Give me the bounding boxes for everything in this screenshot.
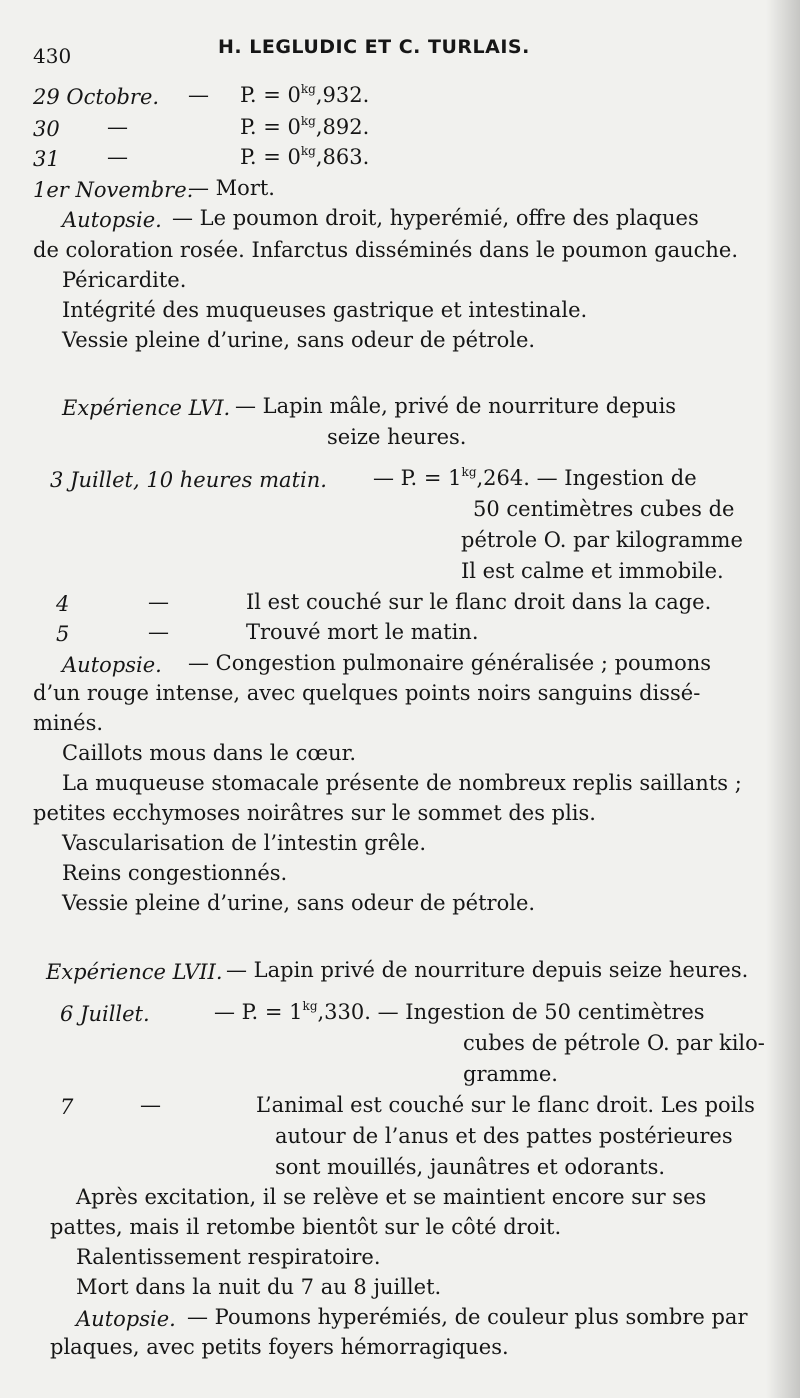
entry-text: — P. = $1^{kg},264$. — Ingestion de [373, 465, 697, 490]
entry-text: sont mouillés, jaunâtres et odorants. [275, 1155, 666, 1179]
autopsy-label: Autopsie. [62, 653, 162, 677]
experience-text: — Lapin privé de nourriture depuis seize heures. [226, 958, 749, 982]
entry-text: 50 centimètres cubes de [473, 497, 735, 521]
autopsy-text: Péricardite. [62, 268, 187, 292]
dash: — [107, 115, 128, 139]
autopsy-text: petites ecchymoses noirâtres sur le sommet des plis. [33, 801, 596, 825]
running-title: H. LEGLUDIC ET C. TURLAIS. [218, 36, 530, 58]
autopsy-text: — Congestion pulmonaire généralisée ; poumons [188, 651, 712, 675]
autopsy-text: Reins congestionnés. [62, 861, 288, 885]
paragraph-text: pattes, mais il retombe bientôt sur le côté droit. [50, 1215, 562, 1239]
dash: — [148, 620, 169, 644]
experience-text: seize heures. [327, 425, 467, 449]
entry-date: 4 [56, 592, 70, 616]
dash: — [148, 590, 169, 614]
autopsy-text: — Poumons hyperémiés, de couleur plus sombre par [187, 1305, 748, 1329]
date-30: 30 [33, 117, 60, 141]
entry-text: pétrole O. par kilogramme [461, 528, 743, 552]
autopsy-text: — Le poumon droit, hyperémié, offre des plaques [172, 206, 699, 230]
entry-text: L’animal est couché sur le flanc droit. Les poils [256, 1093, 755, 1117]
autopsy-label: Autopsie. [76, 1307, 176, 1331]
entry-text: Trouvé mort le matin. [246, 620, 479, 644]
dash: — [140, 1093, 161, 1117]
entry-text: gramme. [463, 1062, 558, 1086]
weight-30: P. = $0^{kg},892$. [240, 114, 370, 139]
autopsy-text: de coloration rosée. Infarctus disséminés dans le poumon gauche. [33, 238, 739, 262]
experience-title: Expérience LVII. [46, 960, 223, 984]
entry-text: — P. = $1^{kg},330$. — Ingestion de 50 centimètres [214, 999, 705, 1024]
autopsy-text: Caillots mous dans le cœur. [62, 741, 357, 765]
entry-text: autour de l’anus et des pattes postérieures [275, 1124, 733, 1148]
entry-text: Il est calme et immobile. [461, 559, 724, 583]
date-29-octobre: 29 Octobre. [33, 85, 160, 109]
experience-title: Expérience LVI. [62, 396, 231, 420]
dash: — [188, 83, 209, 107]
entry-text: Il est couché sur le flanc droit dans la cage. [246, 590, 712, 614]
entry-date: 5 [56, 622, 70, 646]
paragraph-text: Ralentissement respiratoire. [76, 1245, 381, 1269]
dash: — [107, 145, 128, 169]
autopsy-text: plaques, avec petits foyers hémorragiques. [50, 1335, 509, 1359]
autopsy-text: Intégrité des muqueuses gastrique et intestinale. [62, 298, 588, 322]
entry-date: 6 Juillet. [60, 1002, 150, 1026]
date-31: 31 [33, 147, 60, 171]
paragraph-text: Après excitation, il se relève et se maintient encore sur ses [76, 1185, 707, 1209]
autopsy-text: La muqueuse stomacale présente de nombreux replis saillants ; [62, 771, 742, 795]
date-1er-novembre: 1er Novembre. [33, 178, 194, 202]
autopsy-text: Vascularisation de l’intestin grêle. [62, 831, 427, 855]
entry-date: 3 Juillet, 10 heures matin. [50, 468, 327, 492]
autopsy-label: Autopsie. [62, 208, 162, 232]
autopsy-text: Vessie pleine d’urine, sans odeur de pétrole. [62, 328, 536, 352]
weight-31: P. = $0^{kg},863$. [240, 144, 370, 169]
autopsy-text: minés. [33, 711, 104, 735]
experience-text: — Lapin mâle, privé de nourriture depuis [235, 394, 677, 418]
paragraph-text: Mort dans la nuit du 7 au 8 juillet. [76, 1275, 442, 1299]
mort-note: — Mort. [188, 176, 275, 200]
autopsy-text: d’un rouge intense, avec quelques points noirs sanguins dissé- [33, 681, 701, 705]
entry-text: cubes de pétrole O. par kilo- [463, 1031, 765, 1055]
page-edge-shadow [766, 0, 800, 1398]
entry-date: 7 [60, 1095, 74, 1119]
page-number: 430 [33, 44, 72, 68]
autopsy-text: Vessie pleine d’urine, sans odeur de pétrole. [62, 891, 536, 915]
weight-29: P. = $0^{kg},932$. [240, 82, 370, 107]
